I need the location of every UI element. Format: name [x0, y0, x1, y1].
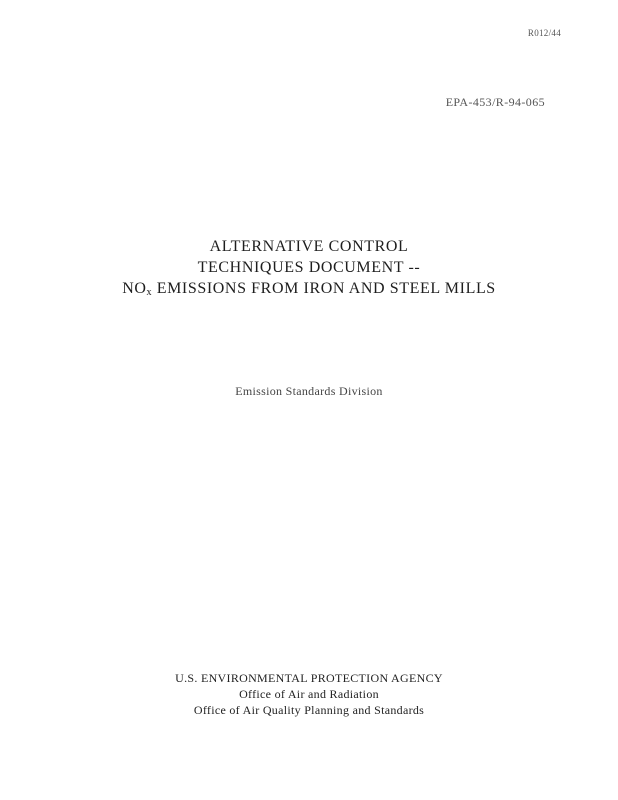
document-code: R012/44 [527, 28, 561, 38]
division-name: Emission Standards Division [235, 384, 383, 398]
agency-office-2: Office of Air Quality Planning and Standards [193, 703, 425, 717]
title-line-3-suffix: EMISSIONS FROM IRON AND STEEL MILLS [152, 280, 496, 297]
agency-name: U.S. ENVIRONMENTAL PROTECTION AGENCY [175, 671, 443, 685]
agency-block [0, 670, 618, 718]
report-number: EPA-453/R-94-065 [445, 95, 545, 109]
title-line-1: ALTERNATIVE CONTROL [209, 238, 409, 255]
title-line-2: TECHNIQUES DOCUMENT -- [197, 259, 421, 276]
title-line-3 [0, 278, 618, 299]
title-line-3-prefix: NO [122, 280, 147, 297]
document-title [0, 236, 618, 299]
title-line-3-subscript: x [146, 287, 153, 298]
agency-office-1: Office of Air and Radiation [239, 687, 379, 701]
